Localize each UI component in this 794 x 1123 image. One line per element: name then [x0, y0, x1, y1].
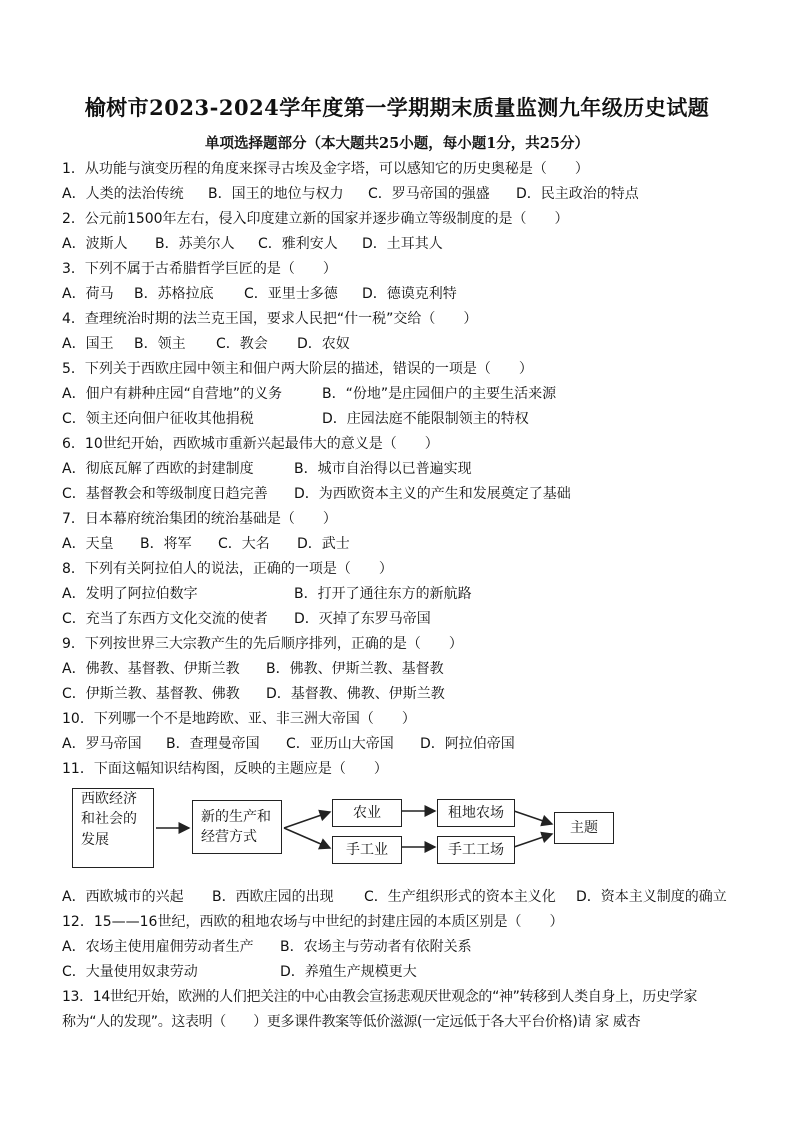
option: C．伊斯兰教、基督教、佛教: [62, 686, 240, 702]
start-node-line: 和社会的: [81, 811, 137, 828]
question-stem: 2．公元前1500年左右，侵入印度建立新的国家并逐步确立等级制度的是（ ）: [62, 211, 569, 227]
option: C．亚里士多德: [244, 286, 338, 302]
farm-node: 租地农场: [437, 799, 515, 827]
option: A．西欧城市的兴起: [62, 889, 184, 905]
option: B．城市自治得以已普遍实现: [294, 461, 472, 477]
question-stem: 12．15——16世纪，西欧的租地农场与中世纪的封建庄园的本质区别是（ ）: [62, 914, 564, 930]
question-stem: 6．10世纪开始，西欧城市重新兴起最伟大的意义是（ ）: [62, 436, 439, 452]
option: A．国王: [62, 336, 114, 352]
question-stem: 1．从功能与演变历程的角度来探寻古埃及金字塔，可以感知它的历史奥秘是（ ）: [62, 161, 589, 177]
option: D．灭掉了东罗马帝国: [294, 611, 431, 627]
option: C．亚历山大帝国: [286, 736, 394, 752]
option: C．大名: [218, 536, 270, 552]
arrow: [284, 828, 330, 848]
option: C．生产组织形式的资本主义化: [364, 889, 556, 905]
option: A．佛教、基督教、伊斯兰教: [62, 661, 240, 677]
option: D．养殖生产规模更大: [280, 964, 417, 980]
mode-node: [192, 800, 282, 854]
arrow: [284, 812, 330, 828]
arrow: [514, 834, 552, 847]
option: D．农奴: [297, 336, 350, 352]
question-stem: 5．下列关于西欧庄园中领主和佃户两大阶层的描述，错误的一项是（ ）: [62, 361, 533, 377]
option: D．民主政治的特点: [516, 186, 639, 202]
option: D．基督教、佛教、伊斯兰教: [266, 686, 445, 702]
option: A．农场主使用雇佣劳动者生产: [62, 939, 254, 955]
handicraft-node: 手工业: [332, 836, 402, 864]
question-stem-continued: 称为“人的发现”。这表明（ ）更多课件教案等低价滋源(一定远低于各大平台价格)请 家 威杏: [62, 1014, 641, 1030]
option: D．庄园法庭不能限制领主的特权: [322, 411, 529, 427]
question-stem: 9．下列按世界三大宗教产生的先后顺序排列，正确的是（ ）: [62, 636, 463, 652]
mode-node-line: 经营方式: [201, 829, 257, 845]
option: C．雅利安人: [258, 236, 338, 252]
mode-node-line: 新的生产和: [201, 808, 271, 825]
workshop-node: 手工工场: [437, 836, 515, 864]
question-stem: 11．下面这幅知识结构图，反映的主题应是（ ）: [62, 761, 388, 777]
option: C．大量使用奴隶劳动: [62, 964, 198, 980]
section-heading: 单项选择题部分（本大题共25小题，每小题1分，共25分）: [205, 135, 589, 152]
option: A．荷马: [62, 286, 114, 302]
option: D．土耳其人: [362, 236, 443, 252]
option: C．充当了东西方文化交流的使者: [62, 611, 268, 627]
option: C．基督教会和等级制度日趋完善: [62, 486, 268, 502]
option: A．彻底瓦解了西欧的封建制度: [62, 461, 254, 477]
option: D．德谟克利特: [362, 286, 457, 302]
knowledge-structure-diagram: [68, 786, 628, 876]
theme-node: 主题: [554, 812, 614, 844]
option: B．领主: [134, 336, 186, 352]
option: C．教会: [216, 336, 268, 352]
question-stem: 4．查理统治时期的法兰克王国，要求人民把“什一税”交给（ ）: [62, 311, 478, 327]
option: C．领主还向佃户征收其他捐税: [62, 411, 254, 427]
agriculture-node: 农业: [332, 799, 402, 827]
option: A．人类的法治传统: [62, 186, 184, 202]
option: B．苏美尔人: [155, 236, 235, 252]
question-stem: 3．下列不属于古希腊哲学巨匠的是（ ）: [62, 261, 337, 277]
option: D．武士: [297, 536, 350, 552]
option: B．西欧庄园的出现: [212, 889, 334, 905]
option: C．罗马帝国的强盛: [368, 186, 490, 202]
option: A．罗马帝国: [62, 736, 142, 752]
option: B．佛教、伊斯兰教、基督教: [266, 661, 444, 677]
option: A．波斯人: [62, 236, 128, 252]
option: B．农场主与劳动者有依附关系: [280, 939, 472, 955]
arrow: [514, 811, 552, 824]
option: B．“份地”是庄园佃户的主要生活来源: [322, 386, 557, 402]
question-stem: 8．下列有关阿拉伯人的说法，正确的一项是（ ）: [62, 561, 393, 577]
option: B．国王的地位与权力: [208, 186, 344, 202]
exam-title: 榆树市2023-2024学年度第一学期期末质量监测九年级历史试题: [84, 95, 710, 120]
option: D．阿拉伯帝国: [420, 736, 515, 752]
option: D．资本主义制度的确立: [576, 889, 727, 905]
question-stem: 10．下列哪一个不是地跨欧、亚、非三洲大帝国（ ）: [62, 711, 416, 727]
option: B．将军: [140, 536, 192, 552]
option: B．苏格拉底: [134, 286, 214, 302]
question-stem: 13．14世纪开始，欧洲的人们把关注的中心由教会宣扬悲观厌世观念的“神”转移到人类自身上，历史学家: [62, 989, 697, 1005]
start-node: [72, 788, 154, 868]
option: B．查理曼帝国: [166, 736, 260, 752]
option: A．天皇: [62, 536, 114, 552]
option: A．佃户有耕种庄园“自营地”的义务: [62, 386, 283, 402]
option: A．发明了阿拉伯数字: [62, 586, 198, 602]
option: B．打开了通往东方的新航路: [294, 586, 472, 602]
start-node-line: 发展: [81, 831, 109, 848]
start-node-line: 西欧经济: [81, 791, 137, 807]
option: D．为西欧资本主义的产生和发展奠定了基础: [294, 486, 571, 502]
question-stem: 7．日本幕府统治集团的统治基础是（ ）: [62, 511, 337, 527]
